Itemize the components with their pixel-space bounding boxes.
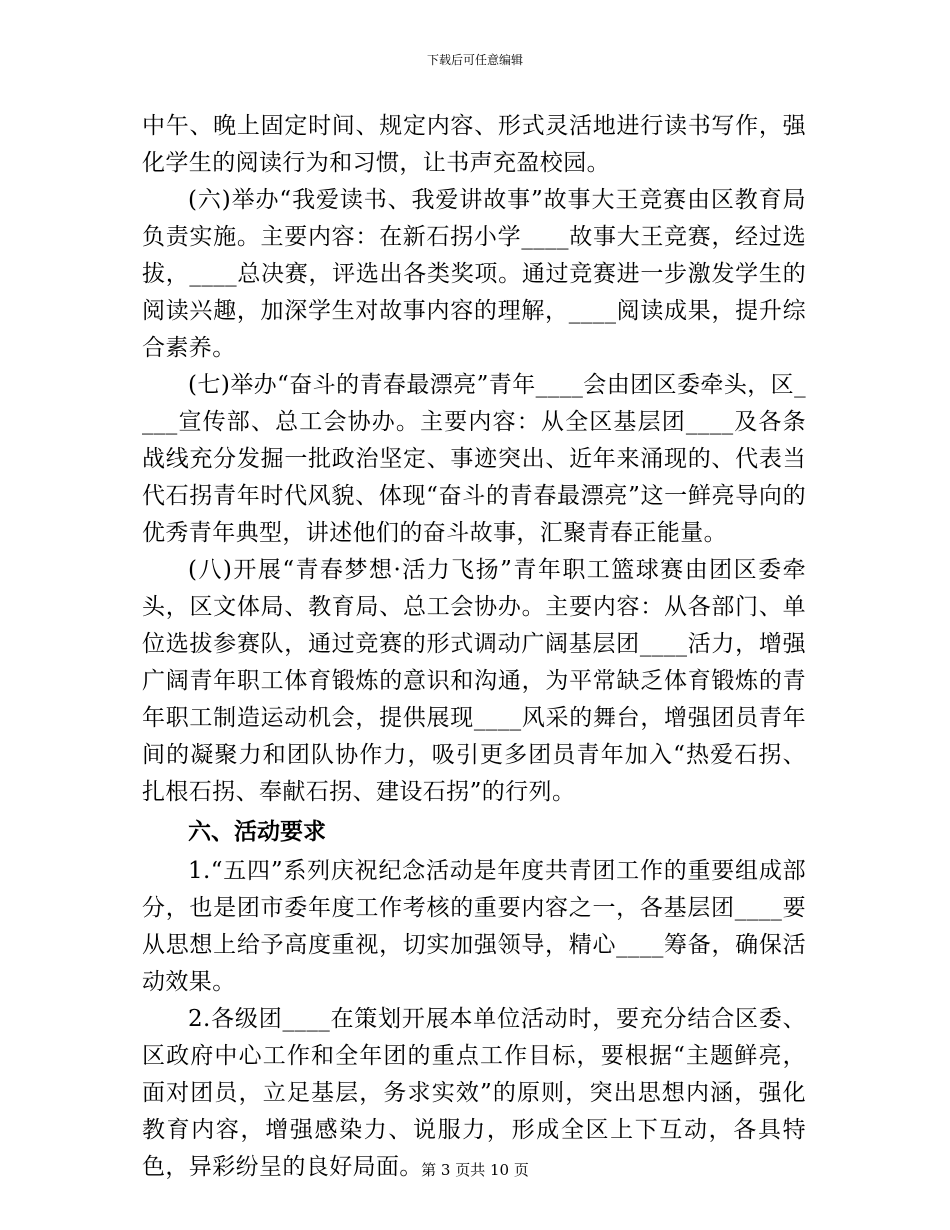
page-number: 第 3 页共 10 页 [421, 1161, 529, 1179]
paragraph-item-6: (六)举办“我爱读书、我爱讲故事”故事大王竞赛由区教育局负责实施。主要内容：在新石拐小学____故事大王竞赛，经过选拔，____总决赛，评选出各类奖项。通过竞赛进一步激发学生的阅读兴趣，加深学生对故事内容的理解，____阅读成果，提升综合素养。 [142, 187, 806, 361]
section-heading: 六、活动要求 [188, 819, 326, 845]
document-body [142, 108, 806, 1186]
requirement-paragraph-1: 1.“五四”系列庆祝纪念活动是年度共青团工作的重要组成部分，也是团市委年度工作考核的重要内容之一，各基层团____要从思想上给予高度重视，切实加强领导，精心____筹备，确保活动效果。 [142, 858, 806, 995]
page-header: 下载后可任意编辑 [426, 53, 523, 67]
paragraph-item-7: (七)举办“奋斗的青春最漂亮”青年____会由团区委牵头，区____宣传部、总工会协办。主要内容：从全区基层团____及各条战线充分发掘一批政治坚定、事迹突出、近年来涌现的、代表当代石拐青年时代风貌、体现“奋斗的青春最漂亮”这一鲜亮导向的优秀青年典型，讲述他们的奋斗故事，汇聚青春正能量。 [142, 372, 806, 546]
requirement-paragraph-2: 2.各级团____在策划开展本单位活动时，要充分结合区委、区政府中心工作和全年团的重点工作目标，要根据“主题鲜亮，面对团员，立足基层，务求实效”的原则，突出思想内涵，强化教育内容，增强感染力、说服力，形成全区上下互动，各具特色，异彩纷呈的良好局面。 [142, 1006, 806, 1180]
paragraph-item-8: (八)开展“青春梦想·活力飞扬”青年职工篮球赛由团区委牵头，区文体局、教育局、总工会协办。主要内容：从各部门、单位选拔参赛队，通过竞赛的形式调动广阔基层团____活力，增强广阔青年职工体育锻炼的意识和沟通，为平常缺乏体育锻炼的青年职工制造运动机会，提供展现____风采的舞台，增强团员青年间的凝聚力和团队协作力，吸引更多团员青年加入“热爱石拐、扎根石拐、奉献石拐、建设石拐”的行列。 [142, 557, 806, 805]
paragraph-continuation: 中午、晚上固定时间、规定内容、形式灵活地进行读书写作，强化学生的阅读行为和习惯，让书声充盈校园。 [142, 113, 806, 176]
